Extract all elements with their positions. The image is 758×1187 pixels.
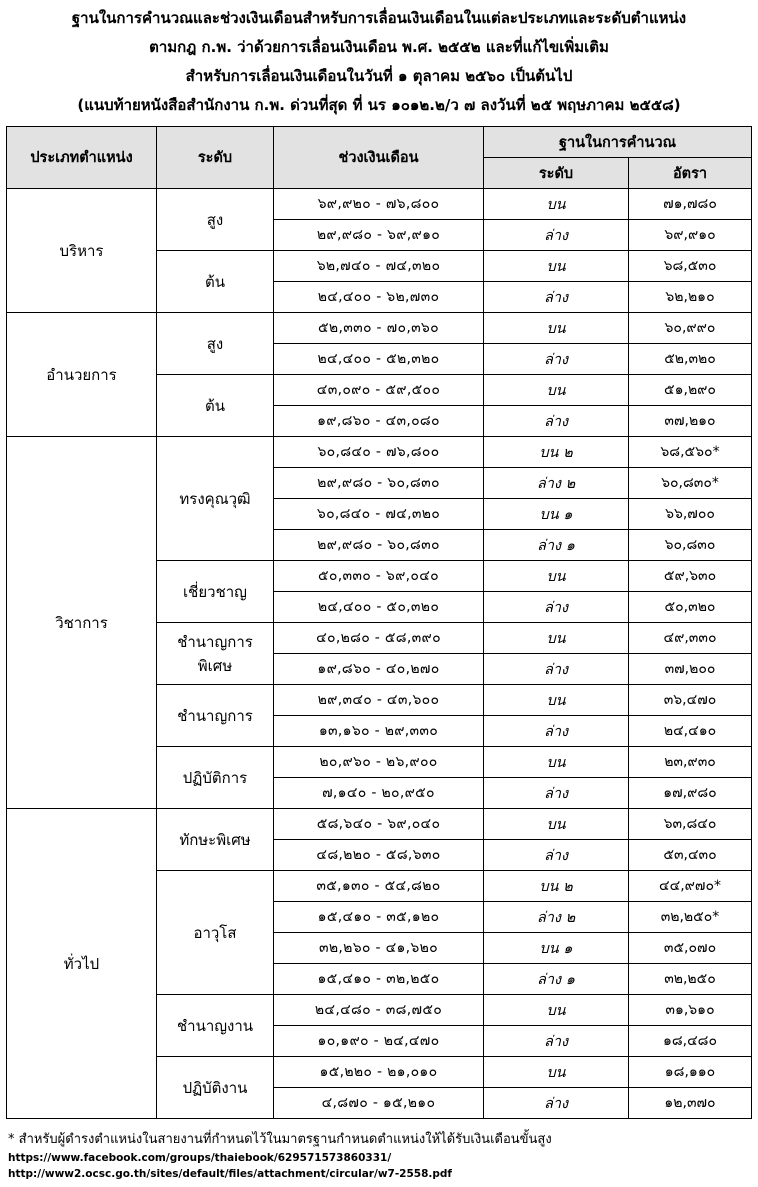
base-rate-cell: ๒๔,๔๑๐	[629, 716, 752, 747]
salary-range-cell: ๕๐,๓๓๐ - ๖๙,๐๔๐	[274, 561, 484, 592]
salary-range-cell: ๑๐,๑๙๐ - ๒๔,๔๗๐	[274, 1026, 484, 1057]
position-type-cell: ทั่วไป	[7, 809, 157, 1119]
base-level-cell: ล่าง	[484, 778, 629, 809]
table-row	[7, 313, 752, 344]
salary-range-cell: ๖๐,๘๔๐ - ๗๖,๘๐๐	[274, 437, 484, 468]
salary-range-cell: ๔๘,๒๒๐ - ๕๘,๖๓๐	[274, 840, 484, 871]
salary-range-cell: ๔๓,๐๙๐ - ๕๙,๕๐๐	[274, 375, 484, 406]
salary-range-cell: ๒๔,๔๘๐ - ๓๘,๗๕๐	[274, 995, 484, 1026]
base-level-cell: บน	[484, 623, 629, 654]
base-rate-cell: ๕๙,๖๓๐	[629, 561, 752, 592]
base-rate-cell: ๑๘,๔๘๐	[629, 1026, 752, 1057]
base-level-cell: บน	[484, 313, 629, 344]
base-level-cell: บน ๒	[484, 871, 629, 902]
source-link-facebook[interactable]: https://www.facebook.com/groups/thaiebook/629571573860331/	[8, 1152, 392, 1164]
base-rate-cell: ๖๙,๙๑๐	[629, 220, 752, 251]
table-row	[7, 809, 752, 840]
salary-range-cell: ๒๔,๔๐๐ - ๕๐,๓๒๐	[274, 592, 484, 623]
base-rate-cell: ๓๑,๖๑๐	[629, 995, 752, 1026]
base-level-cell: บน	[484, 561, 629, 592]
base-rate-cell: ๕๑,๒๙๐	[629, 375, 752, 406]
base-rate-cell: ๓๖,๔๗๐	[629, 685, 752, 716]
base-rate-cell: ๖๐,๘๓๐	[629, 530, 752, 561]
document-title: ฐานในการคำนวณและช่วงเงินเดือนสำหรับการเลื่อนเงินเดือนในแต่ละประเภทและระดับตำแหน่ง	[71, 9, 687, 27]
base-rate-cell: ๓๒,๒๕๐*	[629, 902, 752, 933]
salary-range-cell: ๒๐,๙๖๐ - ๒๖,๙๐๐	[274, 747, 484, 778]
header-base: ฐานในการคำนวณ	[484, 127, 752, 158]
salary-range-cell: ๖๒,๗๔๐ - ๗๔,๓๒๐	[274, 251, 484, 282]
salary-range-cell: ๒๔,๔๐๐ - ๕๒,๓๒๐	[274, 344, 484, 375]
base-level-cell: บน	[484, 251, 629, 282]
footnote: * สำหรับผู้ดำรงตำแหน่งในสายงานที่กำหนดไว้ในมาตรฐานกำหนดตำแหน่งให้ได้รับเงินเดือนขั้นสูง	[8, 1132, 552, 1147]
base-level-cell: บน	[484, 747, 629, 778]
salary-range-cell: ๒๙,๓๔๐ - ๔๓,๖๐๐	[274, 685, 484, 716]
base-rate-cell: ๕๐,๓๒๐	[629, 592, 752, 623]
base-level-cell: บน	[484, 375, 629, 406]
base-level-cell: บน	[484, 685, 629, 716]
table-body	[7, 189, 752, 1119]
salary-range-cell: ๖๙,๙๒๐ - ๗๖,๘๐๐	[274, 189, 484, 220]
source-link-ocsc[interactable]: http://www2.ocsc.go.th/sites/default/files/attachment/circular/w7-2558.pdf	[8, 1168, 452, 1180]
position-level-cell: ชำนาญงาน	[157, 995, 274, 1057]
header-base-rate: อัตรา	[629, 158, 752, 189]
position-level-cell: ชำนาญการ พิเศษ	[157, 623, 274, 685]
position-level-cell: สูง	[157, 189, 274, 251]
base-level-cell: ล่าง	[484, 220, 629, 251]
table-row	[7, 437, 752, 468]
base-rate-cell: ๖๐,๙๙๐	[629, 313, 752, 344]
base-level-cell: บน	[484, 995, 629, 1026]
salary-range-cell: ๑๕,๒๒๐ - ๒๑,๐๑๐	[274, 1057, 484, 1088]
base-rate-cell: ๗๑,๗๘๐	[629, 189, 752, 220]
base-rate-cell: ๑๗,๙๘๐	[629, 778, 752, 809]
base-level-cell: ล่าง ๒	[484, 902, 629, 933]
salary-range-cell: ๑๙,๘๖๐ - ๔๓,๐๘๐	[274, 406, 484, 437]
base-level-cell: ล่าง	[484, 840, 629, 871]
header-range: ช่วงเงินเดือน	[274, 127, 484, 189]
salary-range-cell: ๓๒,๒๖๐ - ๔๑,๖๒๐	[274, 933, 484, 964]
position-type-cell: อำนวยการ	[7, 313, 157, 437]
base-rate-cell: ๖๒,๒๑๐	[629, 282, 752, 313]
salary-range-cell: ๑๕,๔๑๐ - ๓๒,๒๕๐	[274, 964, 484, 995]
base-rate-cell: ๖๓,๘๔๐	[629, 809, 752, 840]
base-rate-cell: ๖๖,๗๐๐	[629, 499, 752, 530]
salary-range-cell: ๗,๑๔๐ - ๒๐,๙๕๐	[274, 778, 484, 809]
base-rate-cell: ๕๓,๔๓๐	[629, 840, 752, 871]
base-level-cell: ล่าง ๑	[484, 530, 629, 561]
base-rate-cell: ๒๓,๙๓๐	[629, 747, 752, 778]
base-rate-cell: ๕๒,๓๒๐	[629, 344, 752, 375]
salary-range-cell: ๒๔,๔๐๐ - ๖๒,๗๓๐	[274, 282, 484, 313]
base-level-cell: ล่าง ๒	[484, 468, 629, 499]
position-level-cell: ต้น	[157, 251, 274, 313]
base-rate-cell: ๖๘,๕๖๐*	[629, 437, 752, 468]
base-level-cell: ล่าง	[484, 1026, 629, 1057]
position-level-cell: ทรงคุณวุฒิ	[157, 437, 274, 561]
salary-range-cell: ๒๙,๙๘๐ - ๖๐,๘๓๐	[274, 530, 484, 561]
position-level-cell: สูง	[157, 313, 274, 375]
position-type-cell: บริหาร	[7, 189, 157, 313]
base-level-cell: ล่าง	[484, 654, 629, 685]
salary-range-cell: ๕๒,๓๓๐ - ๗๐,๓๖๐	[274, 313, 484, 344]
base-level-cell: บน	[484, 189, 629, 220]
base-level-cell: ล่าง	[484, 1088, 629, 1119]
base-level-cell: บน ๒	[484, 437, 629, 468]
position-level-cell: ชำนาญการ	[157, 685, 274, 747]
base-rate-cell: ๓๕,๐๗๐	[629, 933, 752, 964]
base-rate-cell: ๓๒,๒๕๐	[629, 964, 752, 995]
salary-range-cell: ๕๘,๖๔๐ - ๖๙,๐๔๐	[274, 809, 484, 840]
position-level-cell: ปฏิบัติงาน	[157, 1057, 274, 1119]
header-base-level: ระดับ	[484, 158, 629, 189]
base-level-cell: ล่าง	[484, 344, 629, 375]
base-rate-cell: ๓๗,๒๐๐	[629, 654, 752, 685]
base-rate-cell: ๔๔,๙๗๐*	[629, 871, 752, 902]
salary-range-cell: ๒๙,๙๘๐ - ๖๐,๘๓๐	[274, 468, 484, 499]
base-level-cell: ล่าง	[484, 406, 629, 437]
base-level-cell: บน	[484, 1057, 629, 1088]
position-level-cell: อาวุโส	[157, 871, 274, 995]
base-level-cell: ล่าง	[484, 716, 629, 747]
salary-range-cell: ๖๐,๘๔๐ - ๗๔,๓๒๐	[274, 499, 484, 530]
salary-table	[6, 126, 752, 1119]
header-type: ประเภทตำแหน่ง	[7, 127, 157, 189]
effective-date-line: สำหรับการเลื่อนเงินเดือนในวันที่ ๑ ตุลาคม ๒๕๖๐ เป็นต้นไป	[185, 67, 573, 85]
position-level-cell: เชี่ยวชาญ	[157, 561, 274, 623]
document-subtitle: ตามกฎ ก.พ. ว่าด้วยการเลื่อนเงินเดือน พ.ศ. ๒๕๕๒ และที่แก้ไขเพิ่มเติม	[149, 38, 609, 56]
base-rate-cell: ๑๒,๓๗๐	[629, 1088, 752, 1119]
base-rate-cell: ๓๗,๒๑๐	[629, 406, 752, 437]
salary-range-cell: ๑๓,๑๖๐ - ๒๙,๓๓๐	[274, 716, 484, 747]
base-rate-cell: ๖๐,๘๓๐*	[629, 468, 752, 499]
position-level-cell: ปฏิบัติการ	[157, 747, 274, 809]
base-level-cell: ล่าง ๑	[484, 964, 629, 995]
salary-range-cell: ๓๕,๑๓๐ - ๕๔,๘๒๐	[274, 871, 484, 902]
base-level-cell: บน ๑	[484, 933, 629, 964]
position-level-cell: ทักษะพิเศษ	[157, 809, 274, 871]
base-rate-cell: ๑๘,๑๑๐	[629, 1057, 752, 1088]
base-level-cell: บน ๑	[484, 499, 629, 530]
position-type-cell: วิชาการ	[7, 437, 157, 809]
salary-range-cell: ๔,๘๗๐ - ๑๕,๒๑๐	[274, 1088, 484, 1119]
position-level-cell: ต้น	[157, 375, 274, 437]
base-level-cell: บน	[484, 809, 629, 840]
base-level-cell: ล่าง	[484, 592, 629, 623]
salary-range-cell: ๒๙,๙๘๐ - ๖๙,๙๑๐	[274, 220, 484, 251]
salary-range-cell: ๑๙,๘๖๐ - ๔๐,๒๗๐	[274, 654, 484, 685]
table-row	[7, 189, 752, 220]
header-level: ระดับ	[157, 127, 274, 189]
base-level-cell: ล่าง	[484, 282, 629, 313]
reference-line: (แนบท้ายหนังสือสำนักงาน ก.พ. ด่วนที่สุด ที่ นร ๑๐๑๒.๒/ว ๗ ลงวันที่ ๒๕ พฤษภาคม ๒๕๕๘)	[77, 96, 681, 114]
salary-range-cell: ๔๐,๒๘๐ - ๕๘,๓๙๐	[274, 623, 484, 654]
salary-range-cell: ๑๕,๔๑๐ - ๓๕,๑๒๐	[274, 902, 484, 933]
base-rate-cell: ๖๘,๕๓๐	[629, 251, 752, 282]
base-rate-cell: ๔๙,๓๓๐	[629, 623, 752, 654]
